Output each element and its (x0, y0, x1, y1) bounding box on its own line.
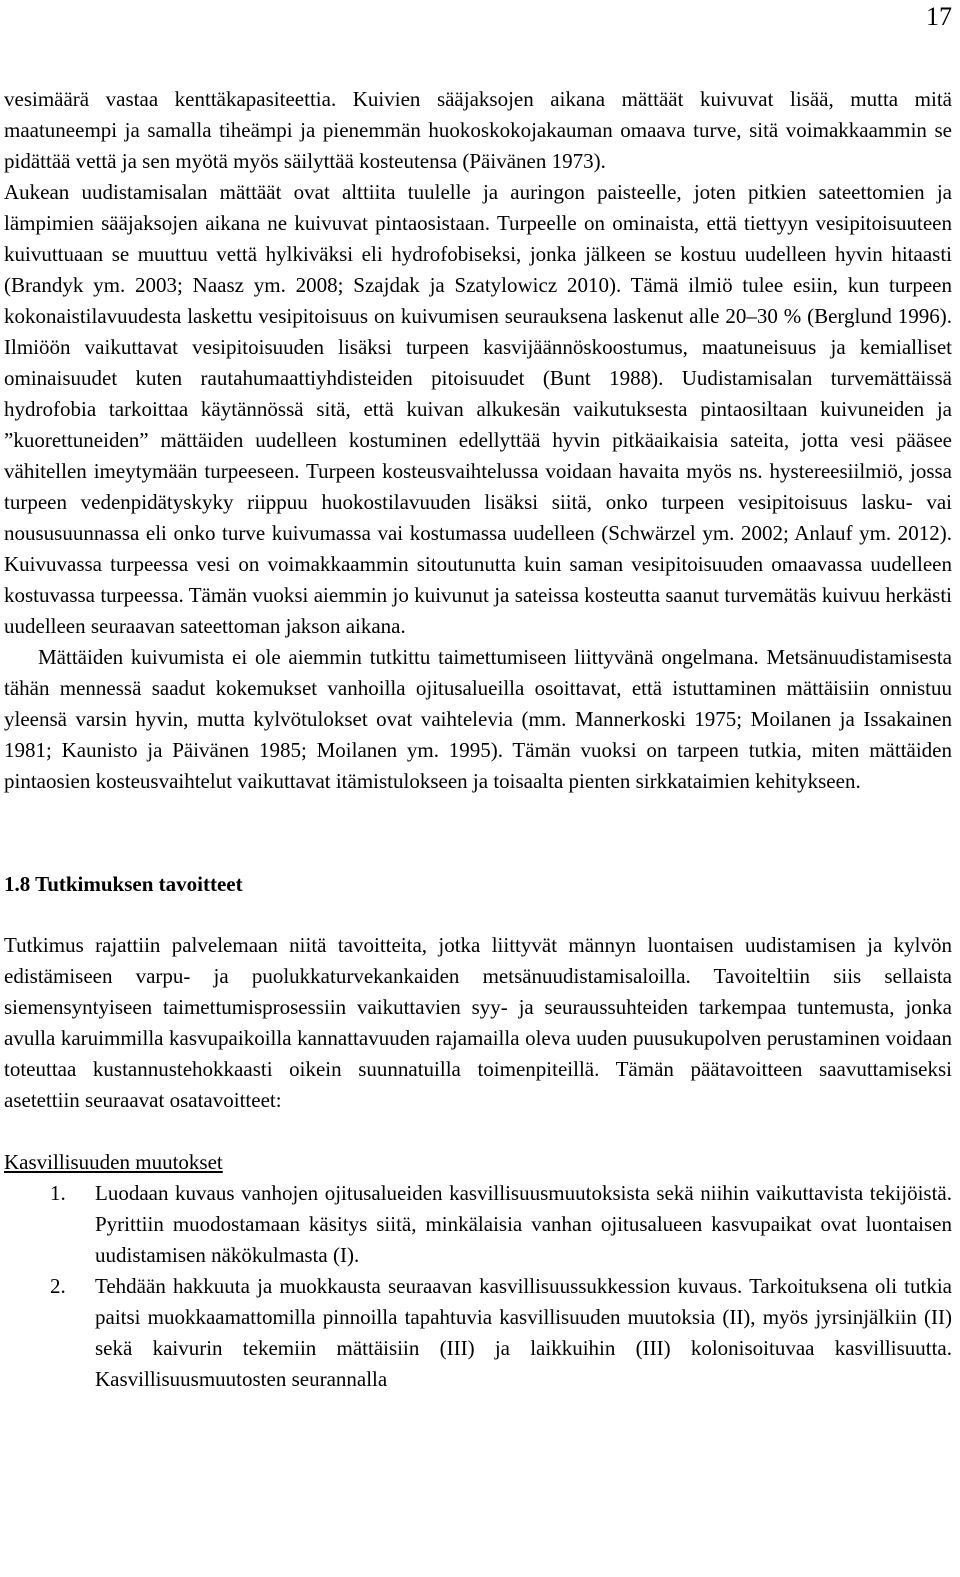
list-item (4, 1271, 952, 1395)
paragraph-2: Aukean uudistamisalan mättäät ovat alttiita tuulelle ja auringon paisteelle, joten pitkien sateettomien ja lämpimien sääjaksojen aikana ne kuivuvat pintaosistaan. Turpeelle on ominaista, että tiettyyn vesipitoisuuteen kuivuttuaan se muuttuu vettä hylkiväksi eli hydrofobiseksi, jonka jälkeen se kostuu uudelleen hyvin hitaasti (Brandyk ym. 2003; Naasz ym. 2008; Szajdak ja Szatylowicz 2010). Tämä ilmiö tulee esiin, kun turpeen kokonaistilavuudesta laskettu vesipitoisuus on kuivumisen seurauksena laskenut alle 20–30 % (Berglund 1996). Ilmiöön vaikuttavat vesipitoisuuden lisäksi turpeen kasvijäännöskoostumus, maatuneisuus ja kemialliset ominaisuudet kuten rautahumaattiyhdisteiden pitoisuudet (Bunt 1988). Uudistamisalan turvemättäissä hydrofobia tarkoittaa käytännössä sitä, että kuivan alkukesän vaikutuksesta pintaosiltaan kuivuneiden ja ”kuorettuneiden” mättäiden uudelleen kostuminen edellyttää hyvin pitkäaikaisia sateita, jotta vesi pääsee vähitellen imeytymään turpeeseen. Turpeen kosteusvaihtelussa voidaan havaita myös ns. hystereesiilmiö, jossa turpeen vedenpidätyskyky riippuu huokostilavuuden lisäksi siitä, onko turpeen vesipitoisuus lasku- vai noususuunnassa eli onko turve kuivumassa vai kostumassa uudelleen (Schwärzel ym. 2002; Anlauf ym. 2012). Kuivuvassa turpeessa vesi on voimakkaammin sitoutunutta kuin saman vesipitoisuuden omaavassa uudelleen kostuvassa turpeessa. Tämän vuoksi aiemmin jo kuivunut ja sateissa kosteutta saanut turvemätäs kuivuu herkästi uudelleen seuraavan sateettoman jakson aikana. (4, 180, 952, 638)
list-item-text: Luodaan kuvaus vanhojen ojitusalueiden kasvillisuusmuutoksista sekä niihin vaikuttavista tekijöistä. Pyrittiin muodostamaan käsitys siitä, minkälaisia vanhan ojitusalueen kasvupaikat ovat luontaisen uudistamisen näkökulmasta (I). (95, 1181, 952, 1267)
list-item-text: Tehdään hakkuuta ja muokkausta seuraavan kasvillisuussukkession kuvaus. Tarkoituksena oli tutkia paitsi muokkaamattomilla pinnoilla tapahtuvia kasvillisuuden muutoksia (II), myös jyrsinjälkiin (II) sekä kaivurin tekemiin mättäisiin (III) ja laikkuihin (III) kolonisoituvaa kasvillisuutta. Kasvillisuusmuutosten seurannalla (95, 1274, 952, 1391)
list-item (4, 1178, 952, 1271)
section-intro: Tutkimus rajattiin palvelemaan niitä tavoitteita, jotka liittyvät männyn luontaisen uudistamisen ja kylvön edistämiseen varpu- ja puolukkaturvekankaiden metsänuudistamisaloilla. Tavoiteltiin siis sellaista siemensyntyiseen taimettumisprosessiin vaikuttavien syy- ja seuraussuhteiden tarkempaa tuntemusta, jonka avulla karuimmilla kasvupaikoilla kannattavuuden rajamailla oleva uuden puusukupolven perustaminen voidaan toteuttaa kustannustehokkaasti oikein suunnatuilla toimenpiteillä. Tämän päätavoitteen saavuttamiseksi asetettiin seuraavat osatavoitteet: (4, 933, 952, 1112)
objectives-list (4, 1178, 952, 1395)
subsection-heading: Kasvillisuuden muutokset (4, 1150, 223, 1174)
list-item-number: 2. (50, 1274, 66, 1298)
list-item-number: 1. (50, 1181, 66, 1205)
section-heading: 1.8 Tutkimuksen tavoitteet (4, 872, 243, 896)
page-number: 17 (926, 2, 952, 31)
paragraph-3: Mättäiden kuivumista ei ole aiemmin tutkittu taimettumiseen liittyvänä ongelmana. Metsänuudistamisesta tähän mennessä saadut kokemukset vanhoilla ojitusalueilla osoittavat, että istuttaminen mättäisiin onnistuu yleensä varsin hyvin, mutta kylvötulokset ovat vaihtelevia (mm. Mannerkoski 1975; Moilanen ja Issakainen 1981; Kaunisto ja Päivänen 1985; Moilanen ym. 1995). Tämän vuoksi on tarpeen tutkia, miten mättäiden pintaosien kosteusvaihtelut vaikuttavat itämistulokseen ja toisaalta pienten sirkkataimien kehitykseen. (4, 645, 952, 793)
document-page (4, 84, 952, 1395)
paragraph-1: vesimäärä vastaa kenttäkapasiteettia. Kuivien sääjaksojen aikana mättäät kuivuvat lisää, mutta mitä maatuneempi ja samalla tiheämpi ja pienemmän huokoskokojakauman omaava turve, sitä voimakkaammin se pidättää vettä ja sen myötä myös säilyttää kosteutensa (Päivänen 1973). (4, 87, 952, 173)
